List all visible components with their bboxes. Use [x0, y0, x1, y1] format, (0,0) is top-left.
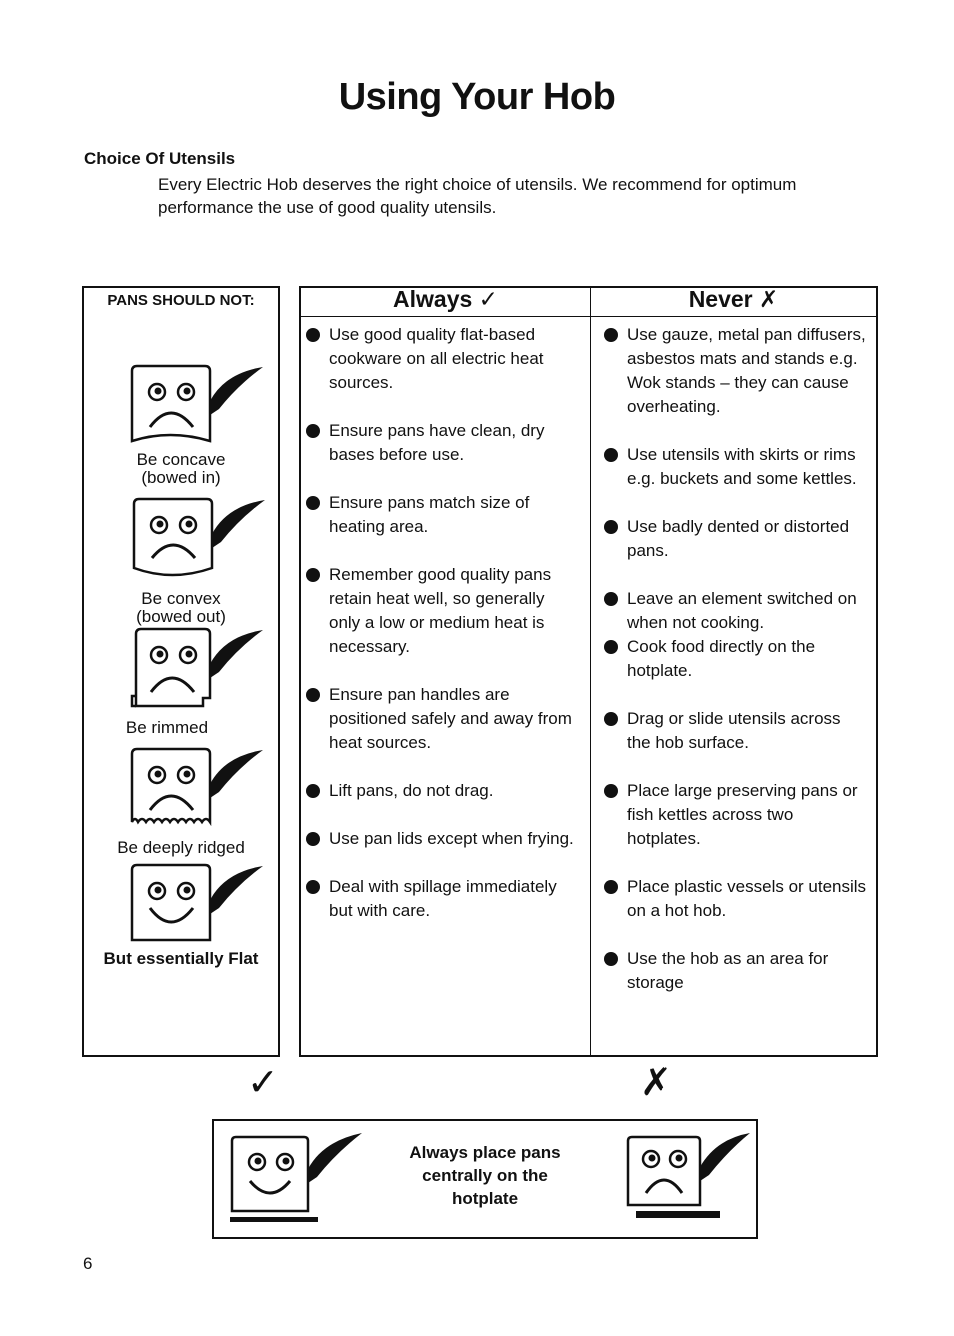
item-line: but with care. [329, 901, 431, 920]
cross-mark-icon: ✗ [640, 1062, 672, 1104]
ridged-pan-icon [130, 746, 270, 831]
centred-pan-happy-icon [228, 1129, 368, 1225]
list-item [604, 707, 876, 755]
check-mark-icon: ✓ [247, 1062, 279, 1104]
panel-heading: PANS SHOULD NOT: [107, 292, 255, 309]
item-line: Ensure pans have clean, dry [329, 421, 545, 440]
item-line: on a hot hob. [627, 901, 727, 920]
pans-should-not-panel [82, 286, 280, 1057]
instruction-line: centrally on the [422, 1166, 548, 1185]
item-line: Use good quality flat-based [329, 325, 536, 344]
item-line: heating area. [329, 517, 429, 536]
column-divider [590, 288, 591, 1055]
item-line: Use gauze, metal pan diffusers, [627, 325, 866, 344]
list-item [306, 491, 590, 539]
concave-pan-icon [130, 363, 270, 448]
item-line: when not cooking. [627, 613, 765, 632]
list-item [306, 779, 590, 803]
item-line: e.g. buckets and some kettles. [627, 469, 857, 488]
always-header: Always ✓ [393, 286, 498, 312]
item-line: Place plastic vessels or utensils [627, 877, 867, 896]
item-line: storage [627, 973, 684, 992]
list-item [306, 875, 590, 923]
never-header: Never ✗ [688, 286, 779, 312]
item-line: overheating. [627, 397, 721, 416]
pan-caption [84, 590, 278, 626]
flat-pan-icon [130, 862, 270, 947]
item-line: Place large preserving pans or [627, 781, 858, 800]
caption-line: But essentially Flat [103, 949, 259, 968]
item-line: Wok stands – they can cause [627, 373, 849, 392]
pan-caption [84, 839, 278, 857]
caption-line: Be rimmed [125, 718, 209, 737]
caption-line: Be deeply ridged [117, 838, 245, 857]
item-line: asbestos mats and stands e.g. [627, 349, 858, 368]
instruction-line: hotplate [451, 1189, 519, 1208]
never-list [604, 323, 876, 1019]
list-item [306, 419, 590, 467]
caption-line: (bowed out) [136, 607, 226, 626]
list-item [604, 635, 876, 683]
list-item [306, 323, 590, 395]
list-item [306, 827, 590, 851]
item-line: hotplates. [627, 829, 701, 848]
item-line: heat sources. [329, 733, 432, 752]
list-item [604, 515, 876, 563]
item-line: cookware on all electric heat [329, 349, 544, 368]
placement-box [212, 1119, 758, 1239]
item-line: Use badly dented or distorted [627, 517, 850, 536]
list-item [604, 947, 876, 995]
item-line: Cook food directly on the [627, 637, 816, 656]
rimmed-pan-icon [130, 626, 270, 711]
caption-line: (bowed in) [141, 468, 221, 487]
page-title: Using Your Hob [338, 76, 616, 118]
page-number: 6 [83, 1254, 93, 1273]
pan-caption [70, 719, 264, 737]
caption-line: Be concave [136, 450, 226, 469]
list-item [604, 323, 876, 419]
list-item [306, 683, 590, 755]
intro-paragraph [158, 173, 878, 219]
list-item [604, 587, 876, 635]
list-item [604, 875, 876, 923]
item-line: Leave an element switched on [627, 589, 857, 608]
item-line: pans. [627, 541, 669, 560]
item-line: Remember good quality pans [329, 565, 552, 584]
placement-instruction [394, 1141, 576, 1210]
item-line: only a low or medium heat is [329, 613, 545, 632]
header-divider [301, 316, 876, 317]
item-line: Use utensils with skirts or rims [627, 445, 856, 464]
item-line: hotplate. [627, 661, 693, 680]
offset-pan-sad-icon [624, 1129, 754, 1225]
item-line: Drag or slide utensils across [627, 709, 841, 728]
item-line: Deal with spillage immediately [329, 877, 557, 896]
item-line: the hob surface. [627, 733, 749, 752]
intro-line: Every Electric Hob deserves the right choice of utensils. We recommend for optimum [158, 175, 797, 194]
item-line: fish kettles across two [627, 805, 794, 824]
always-list [306, 323, 590, 947]
section-heading: Choice Of Utensils [84, 149, 236, 168]
always-never-table [299, 286, 878, 1057]
list-item [306, 563, 590, 659]
list-item [604, 443, 876, 491]
instruction-line: Always place pans [409, 1143, 561, 1162]
item-line: Use the hob as an area for [627, 949, 829, 968]
item-line: positioned safely and away from [329, 709, 572, 728]
item-line: bases before use. [329, 445, 465, 464]
item-line: necessary. [329, 637, 410, 656]
pan-caption [84, 950, 278, 968]
list-item [604, 779, 876, 851]
item-line: Use pan lids except when frying. [329, 829, 574, 848]
item-line: Lift pans, do not drag. [329, 781, 494, 800]
intro-line: performance the use of good quality utensils. [158, 198, 497, 217]
item-line: sources. [329, 373, 394, 392]
item-line: retain heat well, so generally [329, 589, 545, 608]
caption-line: Be convex [141, 589, 221, 608]
convex-pan-icon [132, 496, 272, 581]
pan-caption [84, 451, 278, 487]
item-line: Ensure pans match size of [329, 493, 530, 512]
item-line: Ensure pan handles are [329, 685, 510, 704]
